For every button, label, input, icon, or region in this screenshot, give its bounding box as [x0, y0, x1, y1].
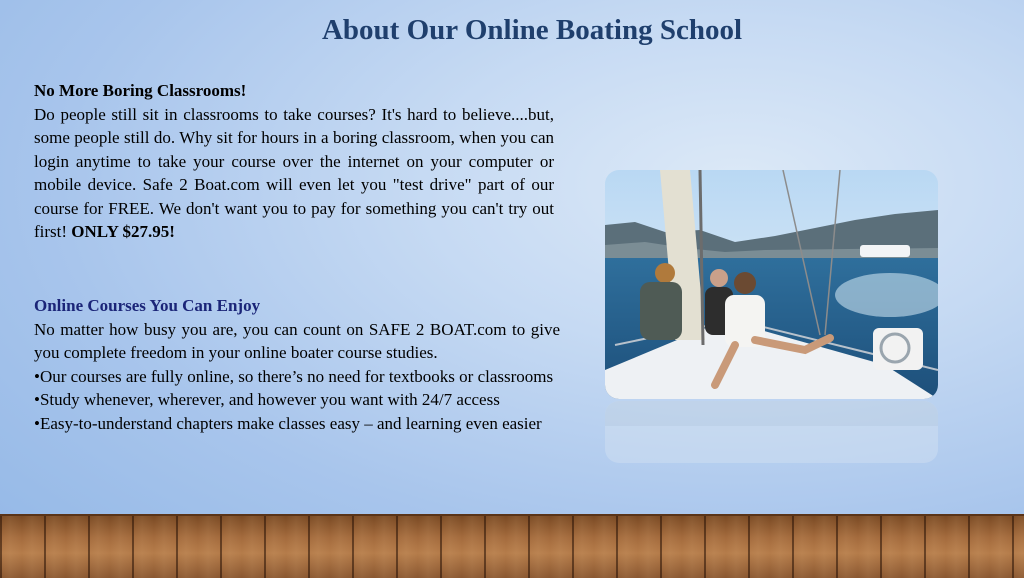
section2-heading: Online Courses You Can Enjoy [34, 296, 261, 315]
price-callout: ONLY $27.95! [71, 222, 175, 241]
list-item: •Easy-to-understand chapters make classes easy – and learning even easier [34, 413, 542, 433]
sailboat-photo [605, 170, 938, 399]
section-online-courses [34, 294, 560, 435]
section-no-more-boring-classrooms [34, 79, 554, 244]
list-item: •Our courses are fully online, so there’s no need for textbooks or classrooms [34, 366, 554, 386]
reflection-image [605, 401, 938, 463]
section2-intro: No matter how busy you are, you can count on SAFE 2 BOAT.com to give you complete freedom in your online boater course studies. [34, 319, 560, 362]
page-title: About Our Online Boating School [321, 14, 743, 46]
photo-reflection [605, 401, 938, 463]
wood-floor [0, 514, 1024, 578]
feature-list [34, 365, 560, 436]
sailboat-scene-image [605, 170, 938, 399]
section1-heading: No More Boring Classrooms! [34, 81, 247, 100]
list-item: •Study whenever, wherever, and however you want with 24/7 access [34, 390, 500, 409]
section1-body-text: Do people still sit in classrooms to take courses? It's hard to believe....but, some people still do. Why sit for hours in a boring classroom, when you can login anytime to take your course over the internet on your computer or mobile device. Safe 2 Boat.com will even let you "test drive" part of our course for FREE. We don't want you to pay for something you can't try out first! [34, 104, 554, 241]
section1-body [34, 103, 554, 244]
